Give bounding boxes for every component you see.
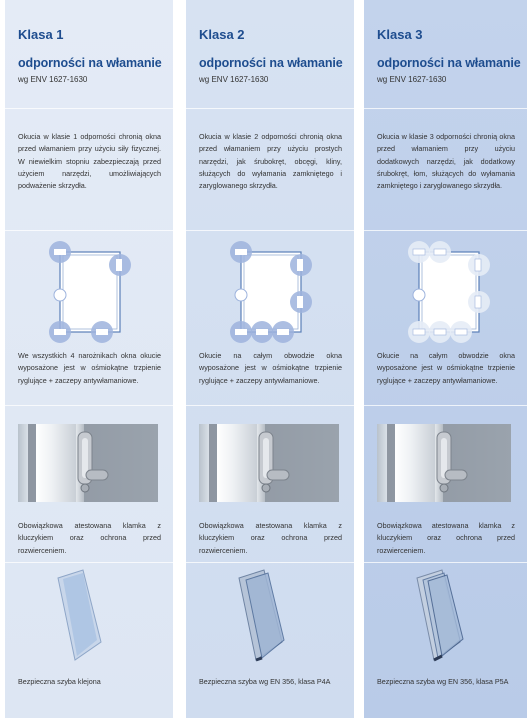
class-description: Okucia w klasie 1 odporności chronią okna przed włamaniem przy użyciu siły fizycznej. W niewielkim stopniu zabezpieczają przed użyciem narzędzi, umożliwiających podważenie skrzydła. — [18, 132, 161, 191]
standard-label: wg ENV 1627-1630 — [18, 75, 88, 84]
glass-description: Bezpieczna szyba wg EN 356, klasa P4A — [199, 677, 331, 686]
standard-label: wg ENV 1627-1630 — [377, 75, 447, 84]
window-handle-photo — [377, 424, 511, 502]
divider — [186, 230, 354, 231]
fittings-description: Okucie na całym obwodzie okna wyposażone jest w ośmiokątne trzpienie ryglujące + zaczepy antywłamaniowe. — [199, 351, 342, 385]
divider — [5, 405, 173, 406]
divider — [364, 108, 527, 109]
standard-label: wg ENV 1627-1630 — [199, 75, 269, 84]
handle-description: Obowiązkowa atestowana klamka z kluczykiem oraz ochrona przed rozwierceniem. — [18, 521, 161, 555]
window-fittings-diagram-icon — [47, 240, 132, 350]
divider — [364, 230, 527, 231]
glass-description: Bezpieczna szyba wg EN 356, klasa P5A — [377, 677, 509, 686]
divider — [5, 230, 173, 231]
column-klasa-1 — [5, 0, 173, 718]
column-klasa-2 — [186, 0, 354, 718]
window-fittings-diagram-icon — [228, 240, 313, 350]
divider — [364, 405, 527, 406]
handle-icon — [68, 430, 113, 500]
class-title: Klasa 1 — [18, 27, 64, 42]
class-description: Okucia w klasie 2 odporności chronią okna przed włamaniem przy użyciu prostych narzędzi, jak śrubokręt, obcęgi, kliny, służących do wyłamania zamkniętego i zaryglowanego skrzydła. — [199, 132, 342, 191]
divider — [364, 562, 527, 563]
glass-pane-icon — [53, 568, 113, 664]
glass-pane-icon — [234, 568, 294, 664]
handle-description: Obowiązkowa atestowana klamka z kluczykiem oraz ochrona przed rozwierceniem. — [199, 521, 342, 555]
divider — [186, 405, 354, 406]
class-subtitle: odporności na włamanie — [199, 56, 343, 70]
window-fittings-diagram-icon — [406, 240, 491, 350]
handle-icon — [427, 430, 472, 500]
fittings-description: We wszystkich 4 narożnikach okna okucie wyposażone jest w ośmiokątne trzpienie ryglujące + zaczepy antywłamaniowe. — [18, 351, 161, 385]
fittings-description: Okucie na całym obwodzie okna wyposażone jest w ośmiokątne trzpienie ryglujące + zaczepy antywłamaniowe. — [377, 351, 515, 385]
glass-description: Bezpieczna szyba klejona — [18, 677, 101, 686]
handle-description: Obowiązkowa atestowana klamka z kluczykiem oraz ochrona przed rozwierceniem. — [377, 521, 515, 555]
class-description: Okucia w klasie 3 odporności chronią okna przed włamaniem przy użyciu dodatkowych narzędzi, jak dodatkowy śrubokręt, łom, służących do wyłamania zamkniętego i zaryglowanego skrzydła. — [377, 132, 515, 191]
column-klasa-3 — [364, 0, 527, 718]
class-title: Klasa 2 — [199, 27, 245, 42]
divider — [5, 562, 173, 563]
divider — [186, 108, 354, 109]
window-handle-photo — [18, 424, 158, 502]
class-subtitle: odporności na włamanie — [18, 56, 162, 70]
class-subtitle: odporności na włamanie — [377, 56, 521, 70]
window-handle-photo — [199, 424, 339, 502]
divider — [186, 562, 354, 563]
handle-icon — [249, 430, 294, 500]
divider — [5, 108, 173, 109]
glass-pane-icon — [412, 568, 472, 664]
class-title: Klasa 3 — [377, 27, 423, 42]
